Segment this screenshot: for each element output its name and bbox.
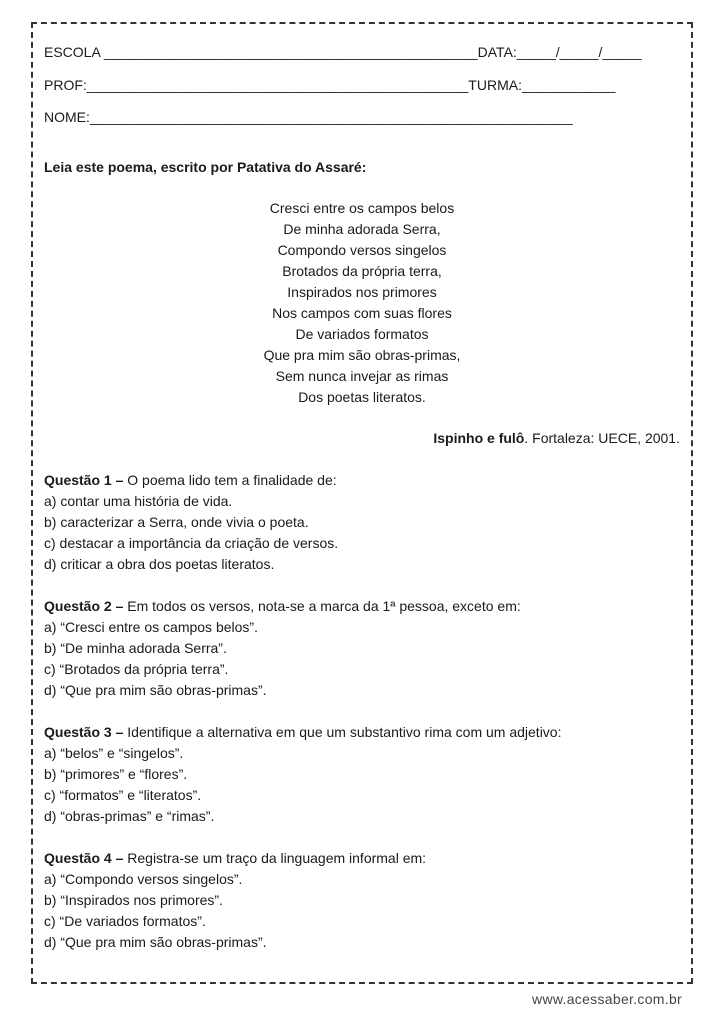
answer-option: a) contar uma história de vida. (44, 493, 233, 509)
question-label: Questão 1 – (44, 472, 124, 488)
poem-source (433, 430, 680, 446)
question-text: Em todos os versos, nota-se a marca da 1ª pessoa, exceto em: (123, 598, 521, 614)
answer-option: d) “Que pra mim são obras-primas”. (44, 682, 267, 698)
answer-option: b) “Inspirados nos primores”. (44, 892, 223, 908)
question-label: Questão 4 – (44, 850, 124, 866)
source-title: Ispinho e fulô (433, 430, 525, 446)
answer-option: c) destacar a importância da criação de versos. (44, 535, 339, 551)
answer-option: c) “Brotados da própria terra”. (44, 661, 229, 677)
answer-option: d) “obras-primas” e “rimas”. (44, 808, 215, 824)
poem-verse: De minha adorada Serra, (283, 221, 441, 237)
escola-data-line: ESCOLA ________________________________________________DATA:_____/_____/_____ (44, 44, 642, 60)
answer-option: a) “belos” e “singelos”. (44, 745, 184, 761)
poem-verse: Nos campos com suas flores (272, 305, 452, 321)
question-text: O poema lido tem a finalidade de: (123, 472, 337, 488)
poem-verse: De variados formatos (295, 326, 429, 342)
question-text: Registra-se um traço da linguagem informal em: (123, 850, 427, 866)
poem-intro: Leia este poema, escrito por Patativa do Assaré: (44, 159, 367, 175)
answer-option: c) “formatos” e “literatos”. (44, 787, 202, 803)
question-label: Questão 3 – (44, 724, 124, 740)
answer-option: d) criticar a obra dos poetas literatos. (44, 556, 275, 572)
question-3 (44, 722, 561, 827)
question-2 (44, 596, 521, 701)
answer-option: a) “Cresci entre os campos belos”. (44, 619, 258, 635)
question-text: Identifique a alternativa em que um substantivo rima com um adjetivo: (123, 724, 562, 740)
answer-option: c) “De variados formatos”. (44, 913, 206, 929)
poem-verse: Dos poetas literatos. (298, 389, 426, 405)
answer-option: b) “De minha adorada Serra”. (44, 640, 227, 656)
prof-turma-line: PROF:_________________________________________________TURMA:____________ (44, 77, 616, 93)
source-details: . Fortaleza: UECE, 2001. (524, 430, 680, 446)
poem-verse: Brotados da própria terra, (282, 263, 442, 279)
poem-verse: Cresci entre os campos belos (269, 200, 455, 216)
question-stem (44, 470, 338, 491)
website-footer: www.acessaber.com.br (532, 991, 682, 1007)
answer-option: d) “Que pra mim são obras-primas”. (44, 934, 267, 950)
poem-verse: Compondo versos singelos (277, 242, 447, 258)
question-label: Questão 2 – (44, 598, 124, 614)
question-stem (44, 596, 521, 617)
answer-option: a) “Compondo versos singelos”. (44, 871, 243, 887)
question-4 (44, 848, 426, 953)
question-stem (44, 848, 426, 869)
poem-verse: Que pra mim são obras-primas, (263, 347, 461, 363)
poem-verse: Inspirados nos primores (287, 284, 437, 300)
question-stem (44, 722, 561, 743)
answer-option: b) “primores” e “flores”. (44, 766, 188, 782)
answer-option: b) caracterizar a Serra, onde vivia o poeta. (44, 514, 309, 530)
poem-verse: Sem nunca invejar as rimas (275, 368, 449, 384)
question-1 (44, 470, 338, 575)
nome-line: NOME:______________________________________________________________ (44, 109, 573, 125)
poem (0, 198, 724, 408)
